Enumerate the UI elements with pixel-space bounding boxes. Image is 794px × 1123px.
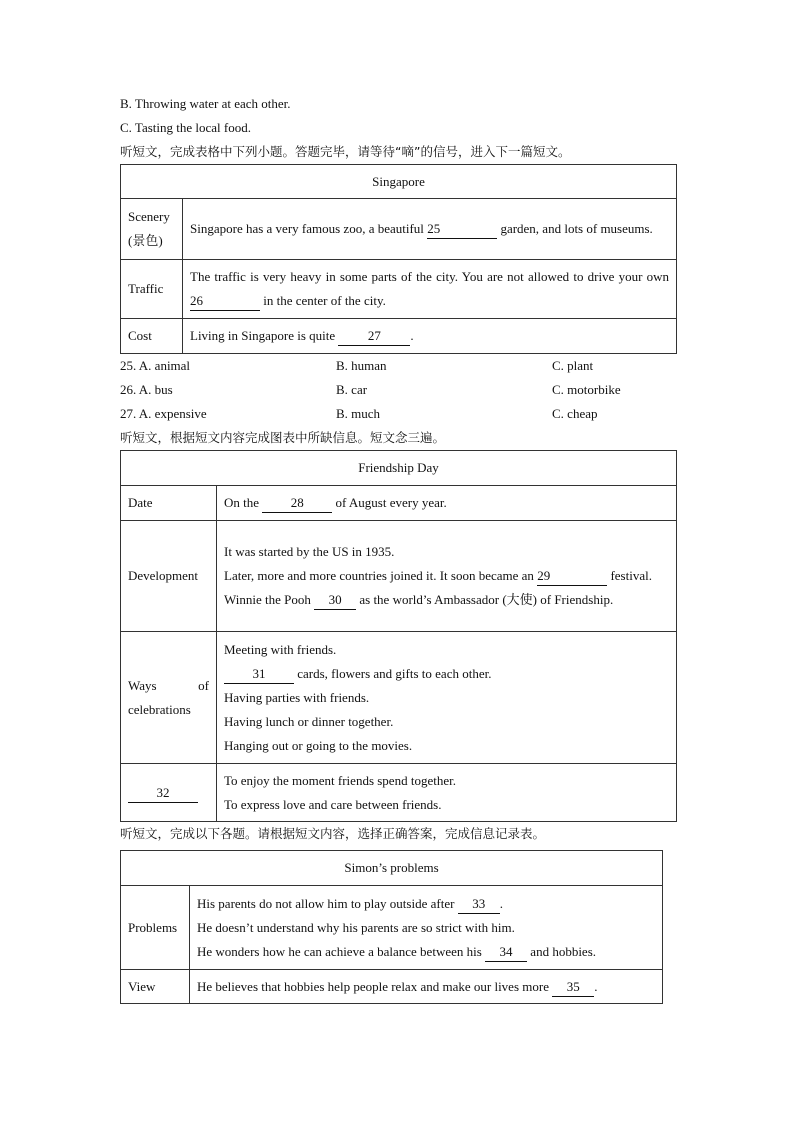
friendship-table-title: Friendship Day [121, 451, 677, 486]
simon-table-title: Simon’s problems [121, 851, 663, 886]
blank-26[interactable]: 26 [190, 292, 260, 311]
purpose-cell: To enjoy the moment friends spend together. To express love and care between friends. [217, 764, 677, 822]
option-a[interactable]: 27. A. expensive [120, 406, 207, 421]
date-cell: On the 28 of August every year. [217, 486, 677, 521]
blank-31[interactable]: 31 [224, 665, 294, 684]
worksheet-page [120, 92, 680, 1004]
development-cell: It was started by the US in 1935. Later, more and more countries joined it. It soon became an 29 festival. Winnie the Pooh 30 as the world’s Ambassador (大使) of Friendship. [217, 521, 677, 632]
cost-label: Cost [121, 319, 183, 354]
view-cell: He believes that hobbies help people relax and make our lives more 35 . [190, 970, 663, 1004]
ways-label: Ways of celebrations [121, 632, 217, 764]
option-c[interactable]: C. plant [552, 358, 594, 373]
problems-cell: His parents do not allow him to play outside after 33 . He doesn’t understand why his parents are so strict with him. He wonders how he can achieve a balance between his 34 and hobbies. [190, 886, 663, 970]
option-a[interactable]: 25. A. animal [120, 358, 191, 373]
option-b[interactable]: B. much [336, 406, 381, 421]
question-options [120, 354, 680, 426]
blank-25[interactable]: 25 [427, 220, 497, 239]
question-25 [120, 354, 680, 378]
problems-label: Problems [121, 886, 190, 970]
traffic-label: Traffic [121, 260, 183, 319]
option-b[interactable]: B. human [336, 358, 387, 373]
section1-instruction: 听短文，完成表格中下列小题。答题完毕，请等待“嘀”的信号，进入下一篇短文。 [120, 144, 571, 159]
option-a[interactable]: 26. A. bus [120, 382, 173, 397]
ways-cell: Meeting with friends. 31 cards, flowers and gifts to each other. Having parties with friends. Having lunch or dinner together. Hanging out or going to the movies. [217, 632, 677, 764]
purpose-label-cell [121, 764, 217, 822]
option-c-text: C. Tasting the local food. [120, 120, 251, 135]
question-27 [120, 402, 680, 426]
section2-instruction: 听短文，根据短文内容完成图表中所缺信息。短文念三遍。 [120, 430, 446, 445]
date-label: Date [121, 486, 217, 521]
blank-34[interactable]: 34 [485, 943, 527, 962]
question-26 [120, 378, 680, 402]
option-c[interactable]: C. cheap [552, 406, 598, 421]
scenery-label: Scenery (景色) [121, 199, 183, 260]
cost-cell: Living in Singapore is quite 27 . [183, 319, 677, 354]
blank-30[interactable]: 30 [314, 591, 356, 610]
simon-table [120, 850, 663, 1004]
option-b[interactable]: B. car [336, 382, 368, 397]
view-label: View [121, 970, 190, 1004]
blank-33[interactable]: 33 [458, 895, 500, 914]
option-c[interactable]: C. motorbike [552, 382, 621, 397]
friendship-table [120, 450, 677, 822]
scenery-cell: Singapore has a very famous zoo, a beautiful 25 garden, and lots of museums. [183, 199, 677, 260]
blank-29[interactable]: 29 [537, 567, 607, 586]
blank-32[interactable]: 32 [128, 784, 198, 803]
section3-instruction: 听短文，完成以下各题。请根据短文内容，选择正确答案，完成信息记录表。 [120, 826, 546, 841]
traffic-cell: The traffic is very heavy in some parts of the city. You are not allowed to drive your own 26 in the center of the city. [183, 260, 677, 319]
option-b-text: B. Throwing water at each other. [120, 96, 291, 111]
development-label: Development [121, 521, 217, 632]
blank-28[interactable]: 28 [262, 494, 332, 513]
blank-35[interactable]: 35 [552, 978, 594, 997]
singapore-table-title: Singapore [121, 165, 677, 199]
blank-27[interactable]: 27 [338, 327, 410, 346]
singapore-table [120, 164, 677, 354]
